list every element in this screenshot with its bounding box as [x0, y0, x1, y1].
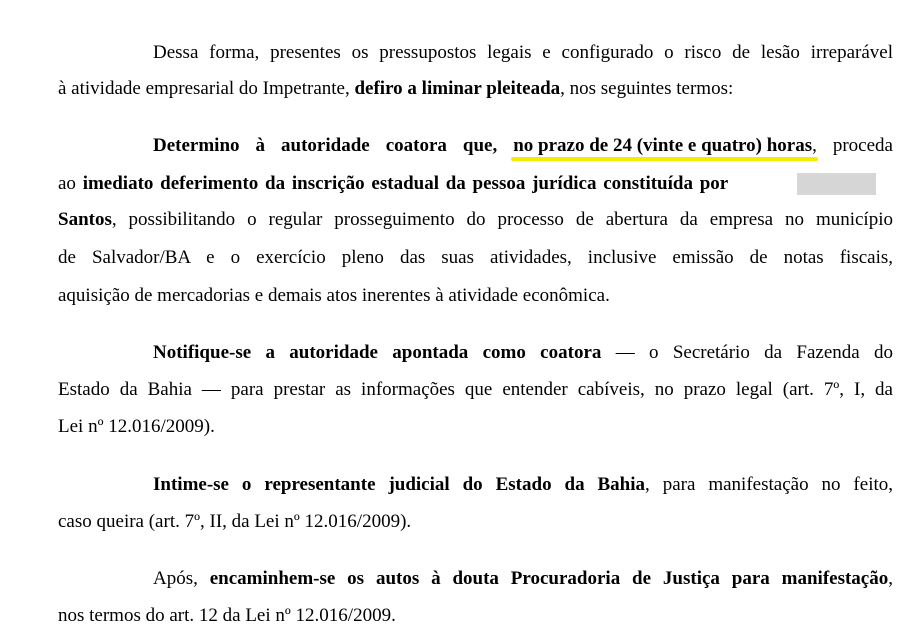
- paragraph-5-text: Após,: [153, 568, 210, 589]
- paragraph-2-line-5: [58, 284, 893, 308]
- paragraph-4-text: , para manifestação no feito,: [645, 474, 893, 495]
- paragraph-3-bold: Notifique-se a autoridade apontada como coatora: [153, 342, 602, 363]
- paragraph-1-text: à atividade empresarial do Impetrante,: [58, 78, 355, 99]
- paragraph-4-line-1: [153, 473, 893, 497]
- paragraph-2-text: ao: [58, 173, 83, 194]
- paragraph-2-bold: Determino à autoridade coatora que,: [153, 135, 514, 156]
- paragraph-2-line-3: [58, 208, 893, 232]
- paragraph-2-text: , proceda: [812, 135, 893, 156]
- paragraph-4-bold: Intime-se o representante judicial do Estado da Bahia: [153, 474, 646, 495]
- paragraph-2-line-1: [153, 134, 893, 158]
- highlighted-deadline: no prazo de 24 (vinte e quatro) horas: [513, 135, 813, 156]
- paragraph-5-line-2: [58, 604, 893, 628]
- paragraph-2-text: de Salvador/BA e o exercício pleno das suas atividades, inclusive emissão de notas fiscais,: [58, 247, 893, 268]
- paragraph-5-text: nos termos do art. 12 da Lei nº 12.016/2009.: [58, 605, 396, 626]
- paragraph-3-line-2: [58, 378, 893, 402]
- paragraph-3-text: Estado da Bahia — para prestar as informações que entender cabíveis, no prazo legal (art. 7º, I, da: [58, 379, 893, 400]
- paragraph-2-bold: Santos: [58, 209, 112, 230]
- paragraph-1-bold: defiro a liminar pleiteada: [354, 78, 561, 99]
- paragraph-2-text: aquisição de mercadorias e demais atos inerentes à atividade econômica.: [58, 285, 610, 306]
- paragraph-1-text: , nos seguintes termos:: [560, 78, 734, 99]
- paragraph-1-text: Dessa forma, presentes os pressupostos legais e configurado o risco de lesão irreparável: [153, 42, 893, 63]
- paragraph-2-bold: imediato deferimento da inscrição estadual da pessoa jurídica constituída por: [82, 173, 729, 194]
- paragraph-3-line-1: [153, 341, 893, 365]
- paragraph-4-text: caso queira (art. 7º, II, da Lei nº 12.016/2009).: [58, 511, 412, 532]
- paragraph-3-text: Lei nº 12.016/2009).: [58, 416, 215, 437]
- paragraph-1-line-2: [58, 77, 893, 101]
- paragraph-5-text: ,: [888, 568, 893, 589]
- paragraph-1-line-1: [153, 41, 893, 65]
- redacted-name-block: [797, 173, 876, 195]
- paragraph-5-bold: encaminhem-se os autos à douta Procuradoria de Justiça para manifestação: [209, 568, 889, 589]
- paragraph-3-text: — o Secretário da Fazenda do: [601, 342, 893, 363]
- paragraph-2-line-4: [58, 246, 893, 270]
- paragraph-3-line-3: [58, 415, 893, 439]
- paragraph-4-line-2: [58, 510, 893, 534]
- paragraph-2-text: , possibilitando o regular prosseguimento do processo de abertura da empresa no município: [111, 209, 893, 230]
- paragraph-2-line-2: [58, 172, 778, 196]
- paragraph-5-line-1: [153, 567, 893, 591]
